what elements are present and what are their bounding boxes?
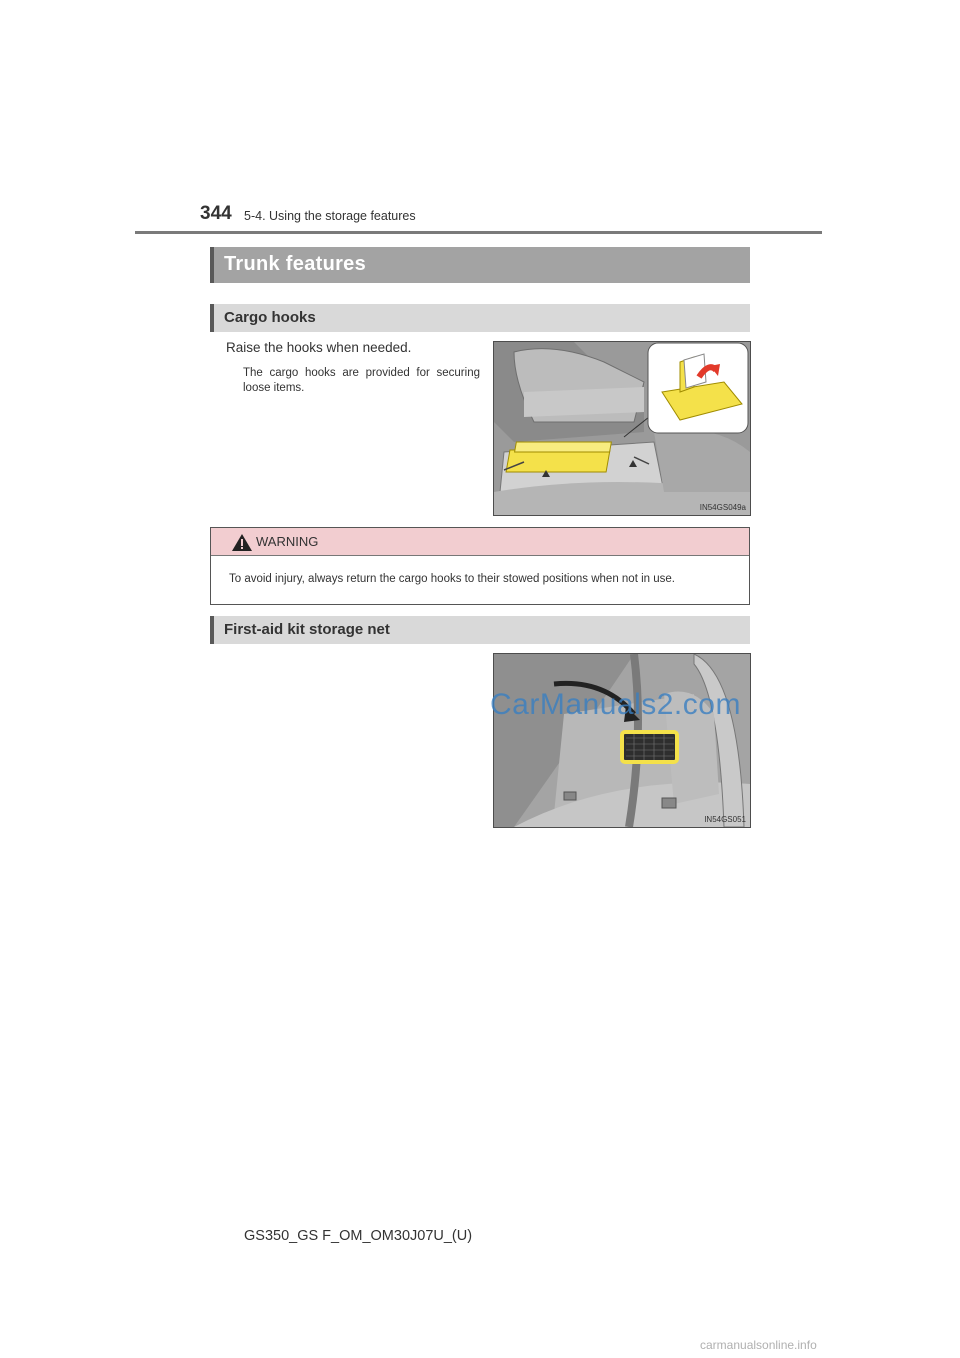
cargo-hooks-figure	[493, 341, 751, 516]
cargo-hooks-figure-code: IN54GS049a	[699, 503, 746, 512]
page-number: 344	[200, 203, 232, 224]
warning-label: WARNING	[256, 534, 319, 549]
warning-box	[210, 527, 750, 605]
cargo-hooks-note: The cargo hooks are provided for securing loose items.	[243, 367, 480, 394]
trunk-cargo-hooks-illustration	[494, 342, 750, 515]
document-code: GS350_GS F_OM_OM30J07U_(U)	[244, 1228, 473, 1244]
cargo-hooks-heading: Cargo hooks	[224, 309, 316, 326]
cargo-hooks-heading-bar	[210, 304, 750, 332]
warning-text: To avoid injury, always return the cargo hooks to their stowed positions when not in use.	[229, 573, 675, 585]
page-title-bar	[210, 247, 750, 283]
bottom-watermark: carmanualsonline.info	[700, 1338, 817, 1352]
first-aid-figure	[493, 653, 751, 828]
warning-triangle-icon	[232, 534, 252, 551]
first-aid-heading: First-aid kit storage net	[224, 621, 390, 638]
header-rule	[135, 231, 822, 234]
trunk-storage-net-illustration	[494, 654, 750, 827]
cargo-hooks-instruction: Raise the hooks when needed.	[226, 340, 412, 355]
first-aid-figure-code: IN54GS051	[704, 815, 746, 824]
watermark: CarManuals2.com	[490, 688, 741, 721]
first-aid-heading-bar	[210, 616, 750, 644]
page-title: Trunk features	[224, 253, 367, 275]
warning-header	[211, 528, 749, 556]
section-title: 5-4. Using the storage features	[244, 209, 416, 223]
